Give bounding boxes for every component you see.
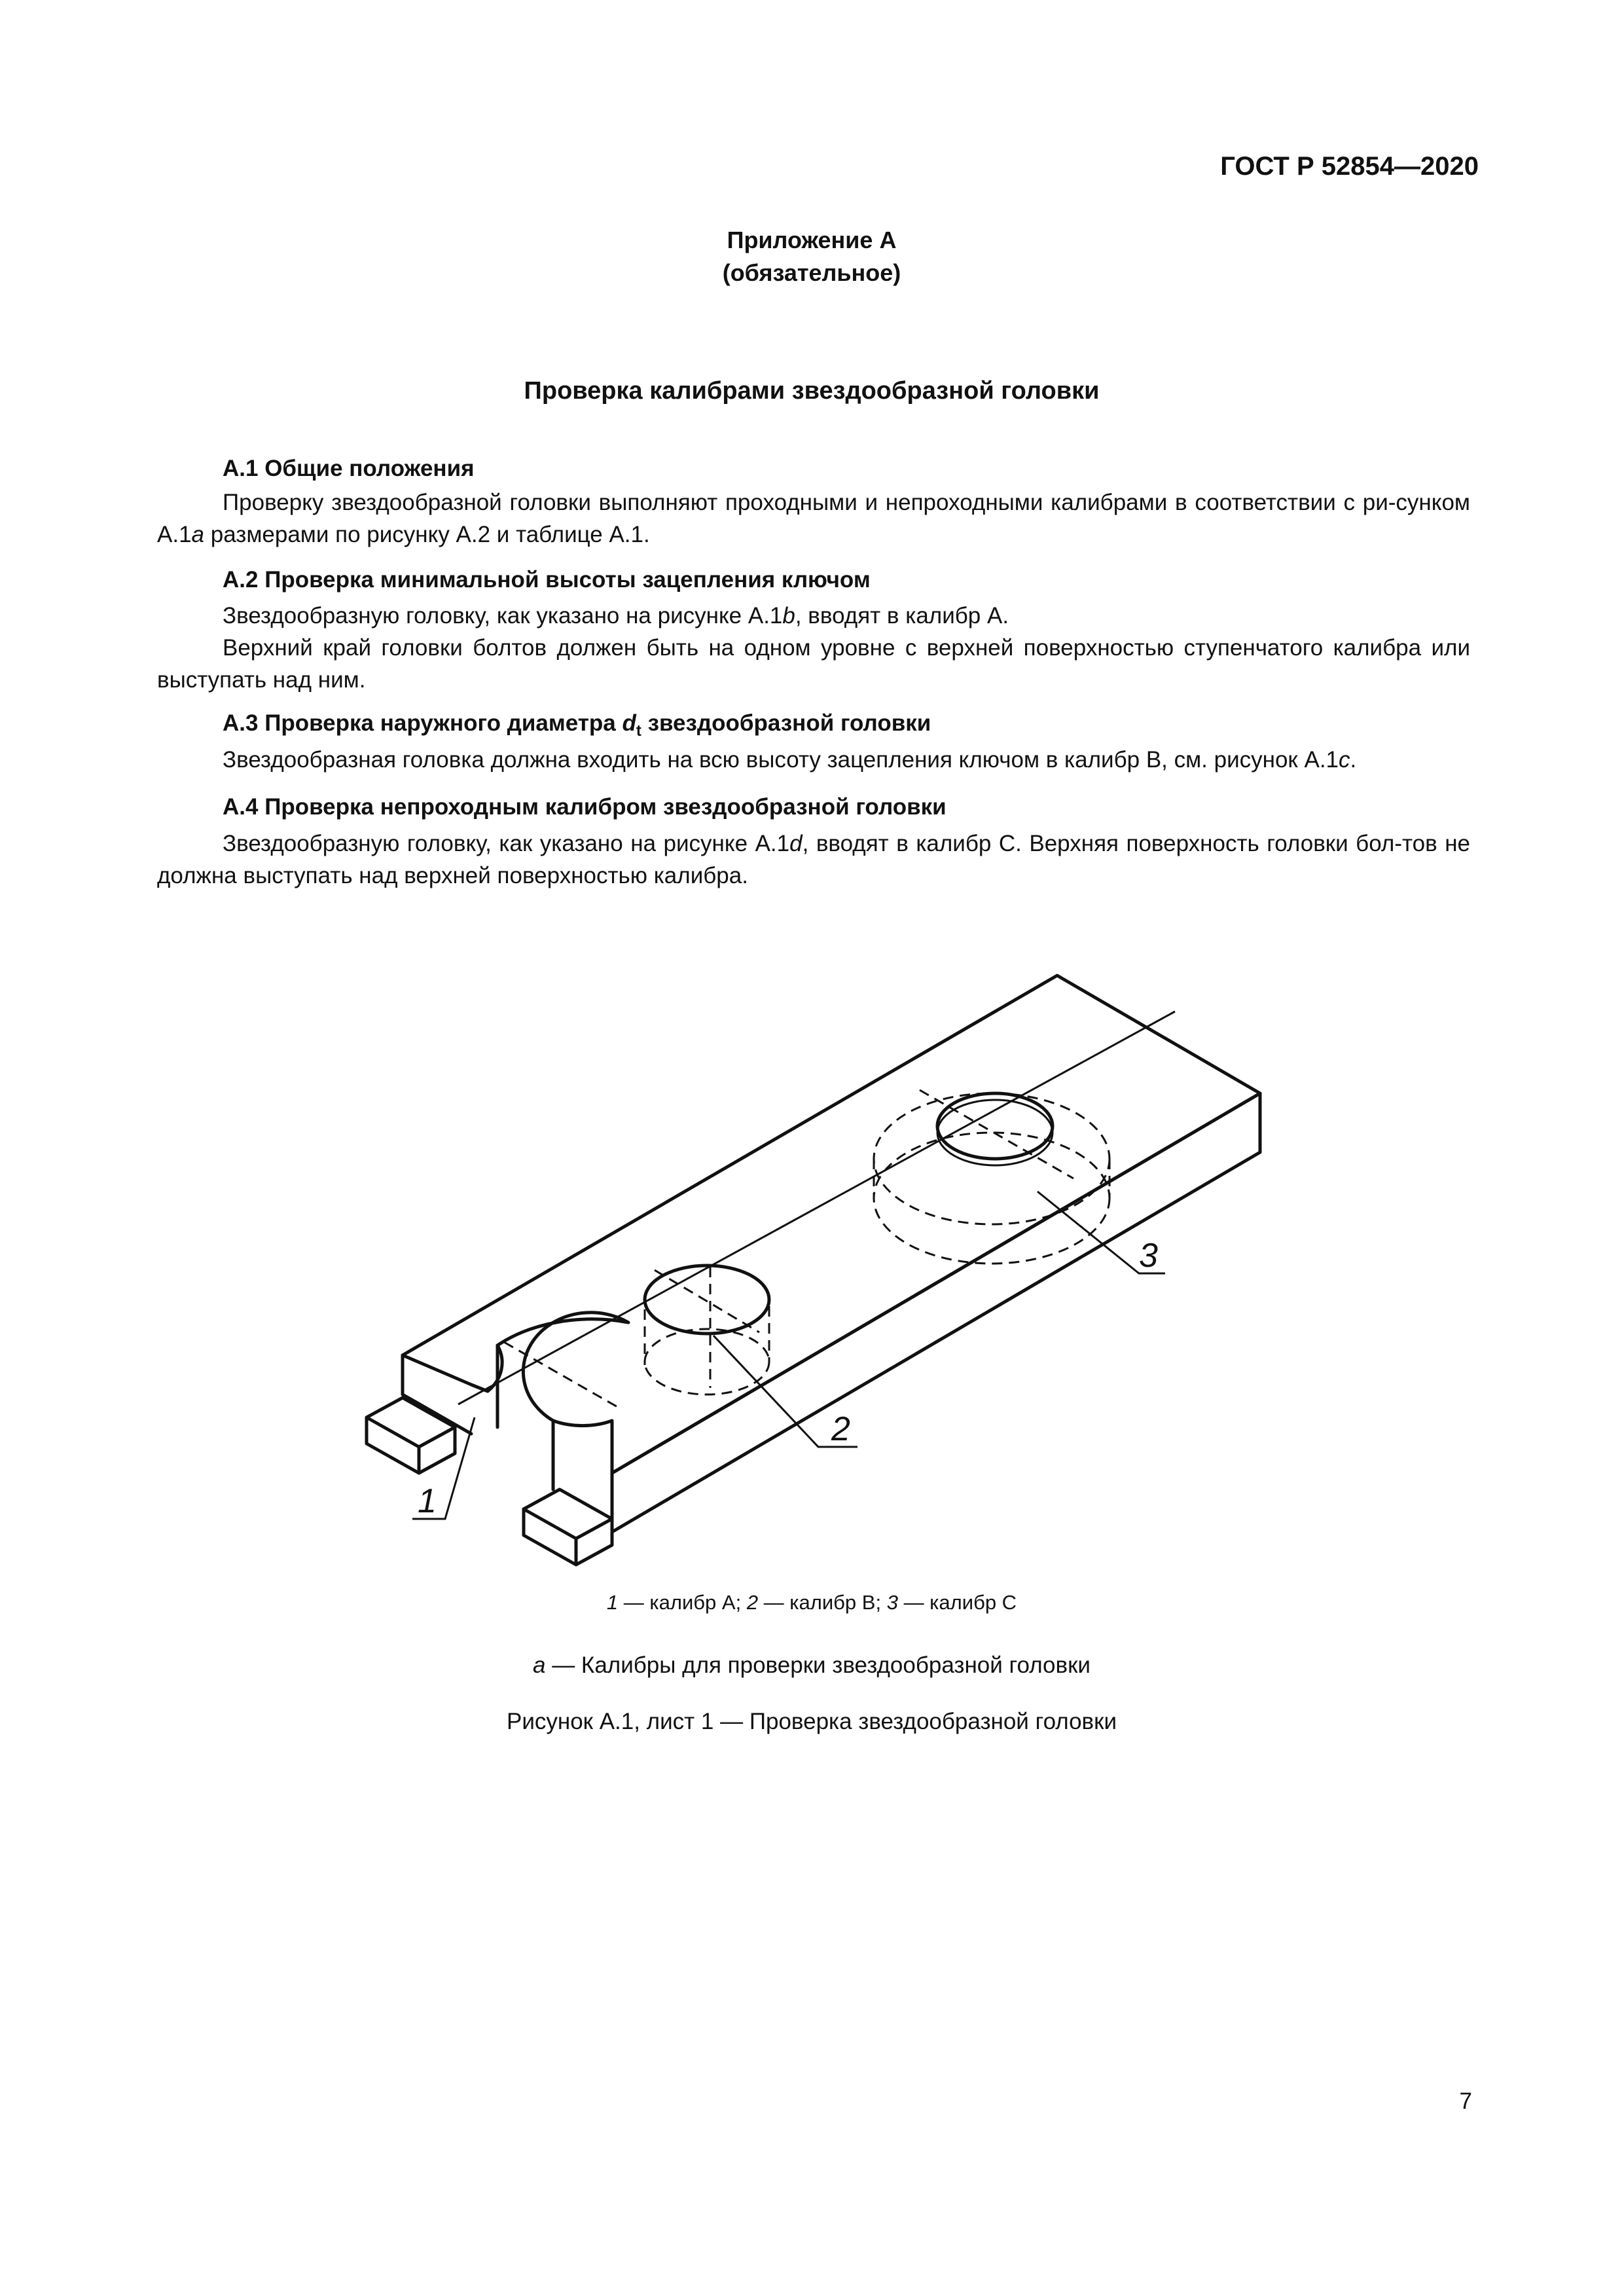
document-code: ГОСТ Р 52854—2020 [1220,152,1479,181]
figure-legend: 1 — калибр А; 2 — калибр В; 3 — калибр С [606,1591,1017,1614]
section-a2-paragraph-1: Звездообразную головку, как указано на рисунке А.1b, вводят в калибр А. [223,603,1009,629]
callout-2: 2 [831,1410,850,1448]
section-a3-paragraph: Звездообразная головка должна входить на всю высоту зацепления ключом в калибр В, см. рисунок А.1c. [223,747,1357,773]
gauge-c-top-ellipse [937,1093,1053,1159]
section-a3-heading: А.3 Проверка наружного диаметра $d_t$ звездообразной головки [223,710,931,740]
section-a1-heading: А.1 Общие положения [223,456,475,481]
figure-subcaption: а — Калибры для проверки звездообразной головки [533,1652,1091,1678]
section-a4-heading: А.4 Проверка непроходным калибром звездообразной головки [223,794,947,820]
section-a4-paragraph: Звездообразную головку, как указано на рисунке А.1d, вводят в калибр С. Верхняя поверхность головки бол-тов не должна выступать над верхней поверхностью калибра. [157,831,1470,888]
callout-3: 3 [1139,1237,1158,1275]
appendix-title: Приложение А [727,227,897,253]
appendix-status: (обязательное) [722,259,901,286]
page-number: 7 [1459,2088,1472,2114]
gauge-c-outer-ellipse-2 [874,1133,1110,1264]
gauge-front-face [612,1093,1260,1532]
section-title: Проверка калибрами звездообразной головки [524,377,1100,405]
section-a2-paragraph-2: Верхний край головки болтов должен быть на одном уровне с верхней поверхностью ступенчатого калибра или выступать над ним. [157,635,1470,693]
gauge-b-hidden-ellipse [645,1329,769,1394]
figure-caption: Рисунок А.1, лист 1 — Проверка звездообразной головки [506,1709,1117,1734]
section-a1-paragraph: Проверку звездообразной головки выполняют проходными и непроходными калибрами в соответствии с ри-сунком А.1a размерами по рисунку А.2 и таблице А.1. [157,490,1470,547]
callout-1: 1 [418,1482,437,1520]
left-tab [367,1398,455,1473]
gauge-top-face [403,975,1260,1473]
section-a2-heading: А.2 Проверка минимальной высоты зацепления ключом [223,567,871,592]
right-tab [524,1489,612,1565]
